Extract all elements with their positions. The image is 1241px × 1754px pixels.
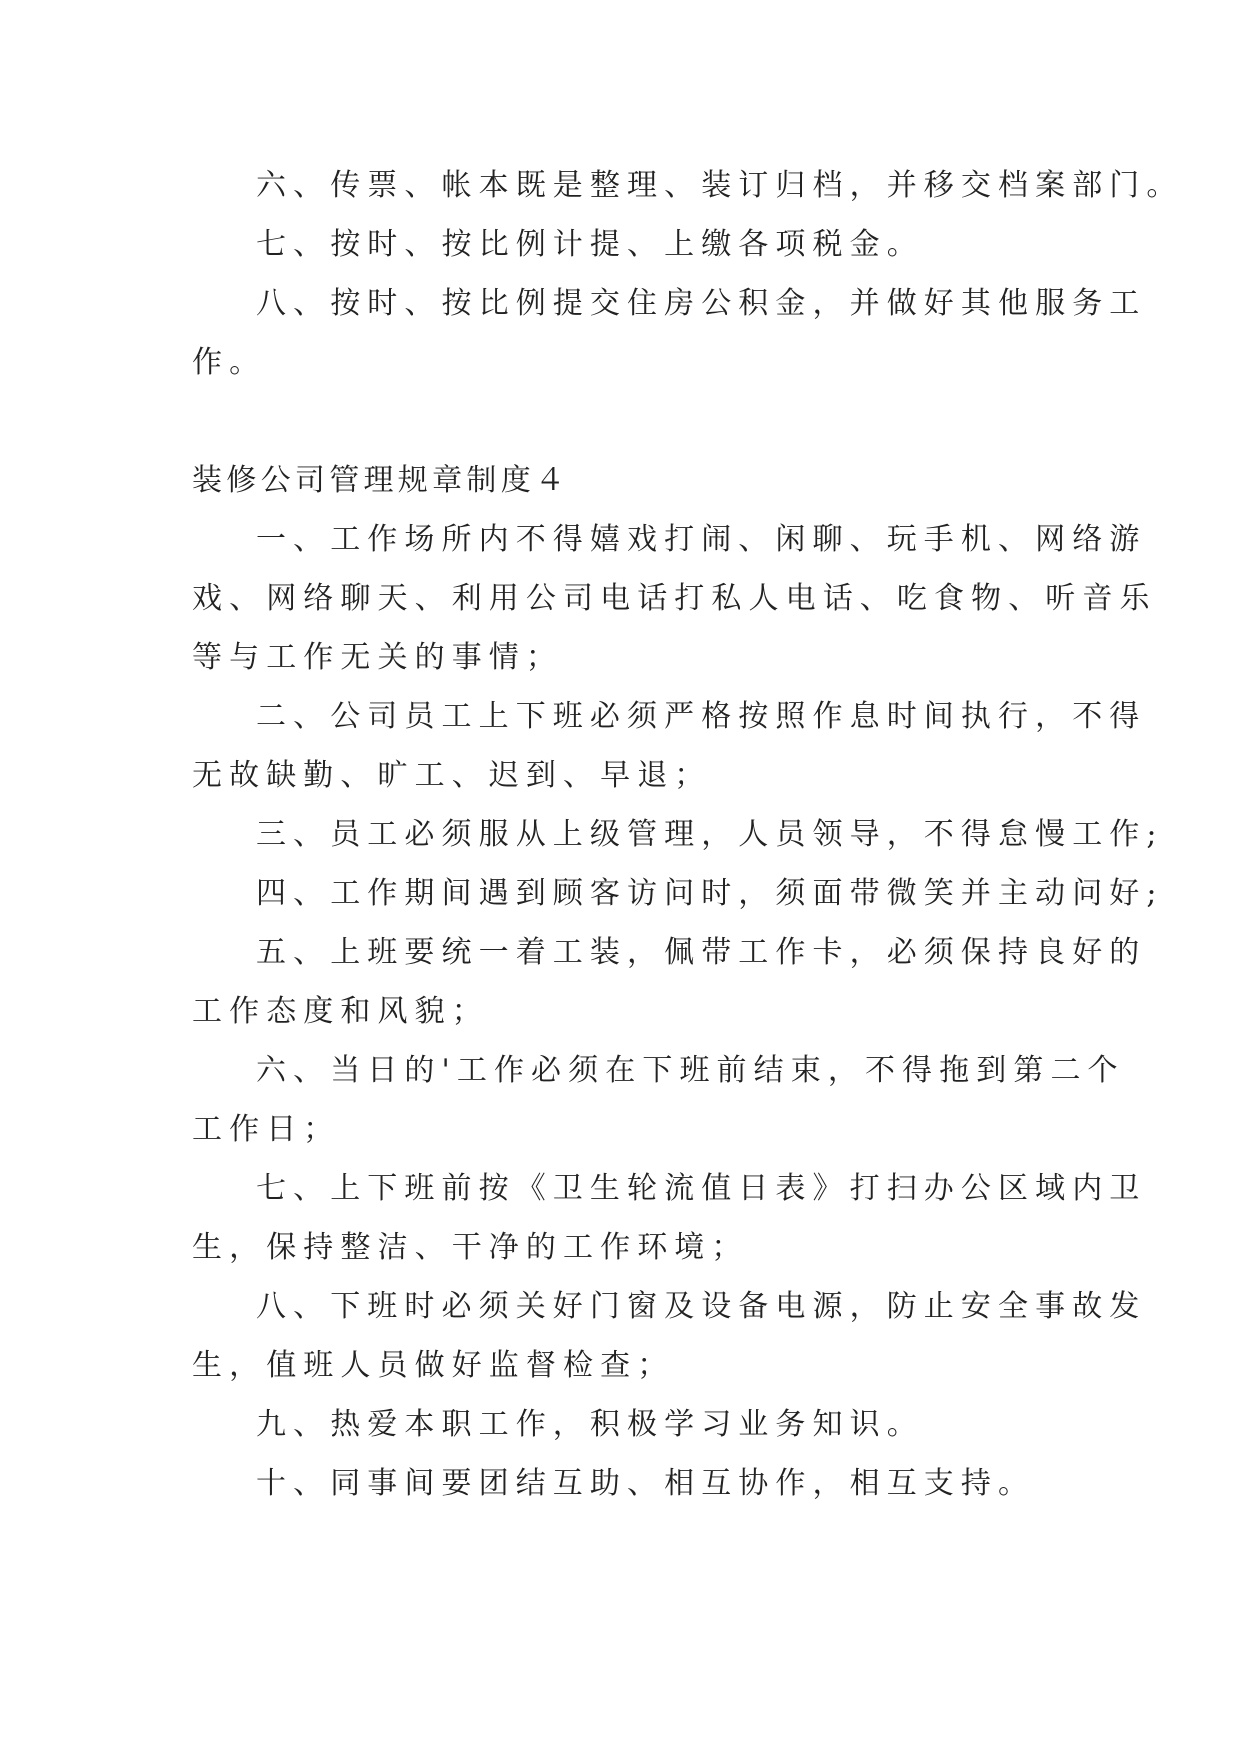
rule-line: 五、上班要统一着工装，佩带工作卡，必须保持良好的 [256,935,1147,970]
rule-line: 七、上下班前按《卫生轮流值日表》打扫办公区域内卫 [256,1171,1147,1206]
rule-line: 八、下班时必须关好门窗及设备电源，防止安全事故发 [256,1289,1147,1324]
rule-line: 一、工作场所内不得嬉戏打闹、闲聊、玩手机、网络游 [256,522,1147,557]
rule-line: 戏、网络聊天、利用公司电话打私人电话、吃食物、听音乐 [192,581,1157,616]
rule-line: 生，保持整洁、干净的工作环境； [192,1230,749,1265]
paragraph-line: 六、传票、帐本既是整理、装订归档，并移交档案部门。 [256,168,1184,203]
rule-line: 三、员工必须服从上级管理，人员领导，不得怠慢工作; [256,817,1164,852]
rule-line: 无故缺勤、旷工、迟到、早退； [192,758,712,793]
paragraph-line: 八、按时、按比例提交住房公积金，并做好其他服务工 [256,286,1147,321]
rule-line: 工作日； [192,1112,341,1147]
rule-line: 十、同事间要团结互助、相互协作，相互支持。 [256,1466,1036,1501]
paragraph-line: 七、按时、按比例计提、上缴各项税金。 [256,227,924,262]
paragraph-line: 作。 [192,345,267,380]
rule-line: 六、当日的'工作必须在下班前结束，不得拖到第二个 [256,1053,1125,1088]
rule-line: 等与工作无关的事情； [192,640,563,675]
rule-line: 四、工作期间遇到顾客访问时，须面带微笑并主动问好; [256,876,1164,911]
section-title: 装修公司管理规章制度４ [192,463,570,498]
rule-line: 二、公司员工上下班必须严格按照作息时间执行，不得 [256,699,1147,734]
rule-line: 九、热爱本职工作，积极学习业务知识。 [256,1407,924,1442]
rule-line: 生，值班人员做好监督检查； [192,1348,675,1383]
rule-line: 工作态度和风貌； [192,994,489,1029]
